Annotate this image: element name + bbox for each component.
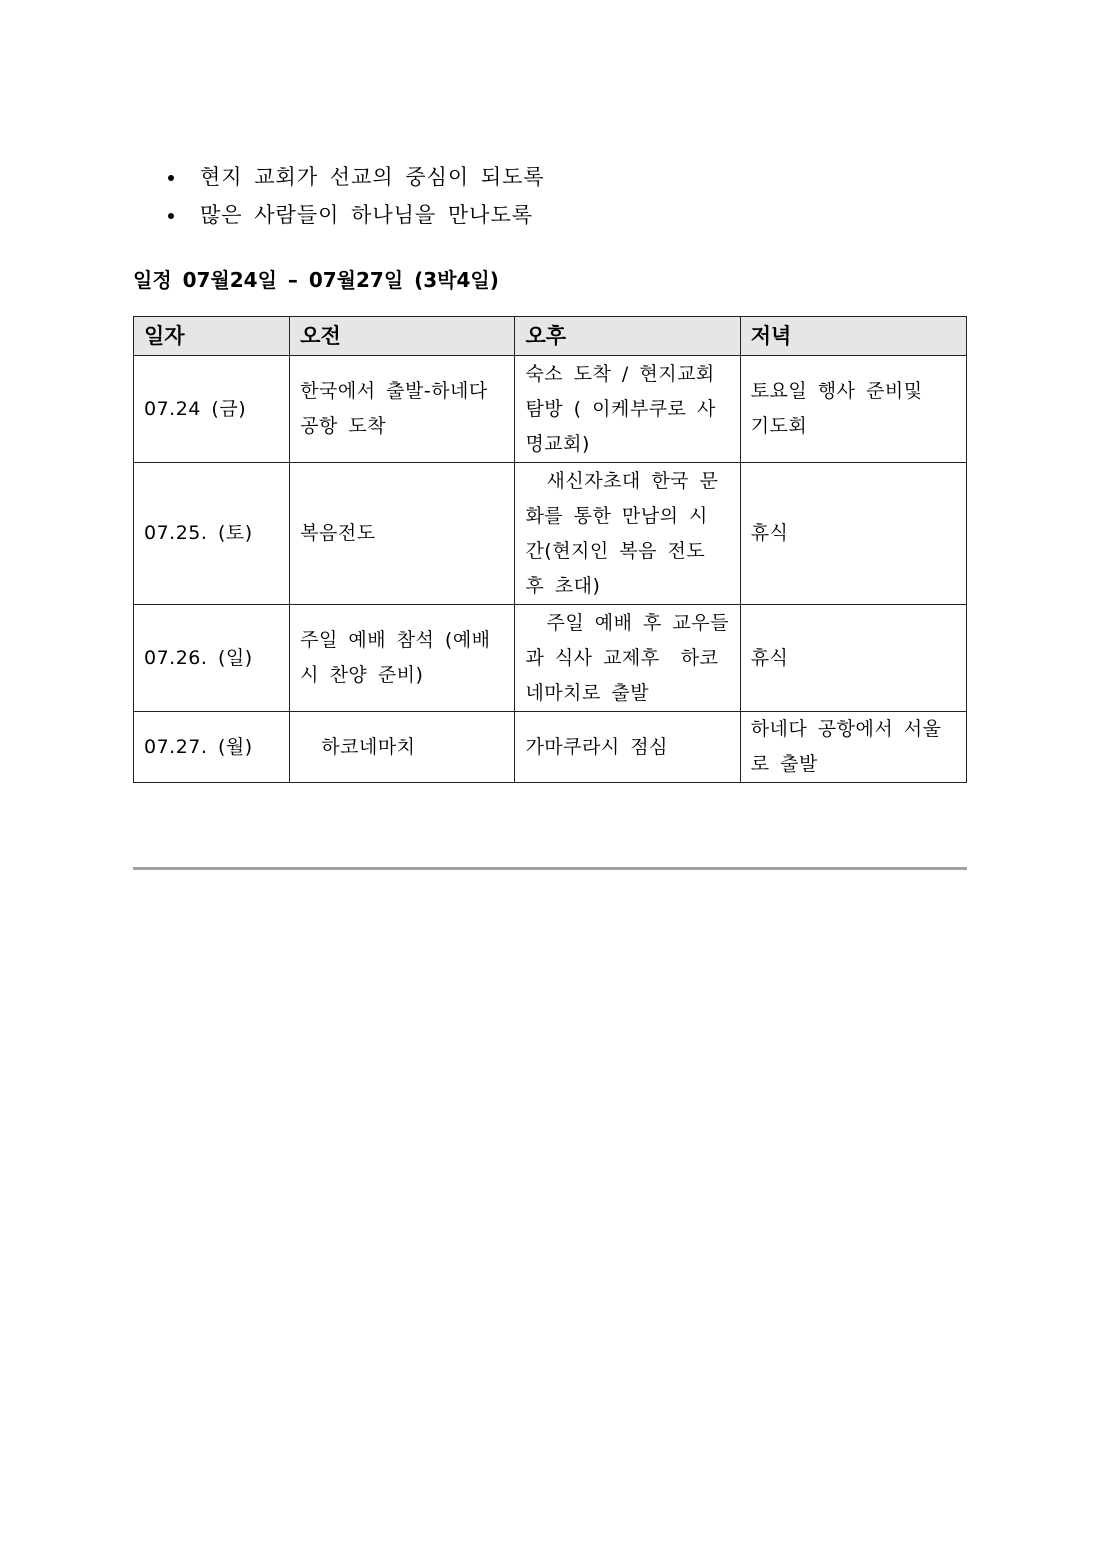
cell-morning xyxy=(290,712,515,783)
table-row xyxy=(134,463,967,605)
schedule-table xyxy=(133,316,967,783)
table-header-row xyxy=(134,317,967,356)
cell-afternoon xyxy=(515,712,740,783)
cell-line: 로 출발 xyxy=(750,753,818,775)
cell-line: 명교회) xyxy=(525,432,590,455)
bullet-text: 현지 교회가 선교의 중심이 되도록 xyxy=(200,165,545,189)
cell-line: 하코네마치 xyxy=(300,735,416,758)
bullet-item xyxy=(160,196,545,234)
bullet-item xyxy=(160,158,545,196)
bullet-dot-icon xyxy=(168,175,174,181)
cell-line: 후 초대) xyxy=(525,574,601,597)
table-row xyxy=(134,605,967,712)
cell-line: 가마쿠라시 점심 xyxy=(525,735,668,758)
cell-morning xyxy=(290,356,515,463)
cell-afternoon xyxy=(515,605,740,712)
header-evening: 저녁 xyxy=(740,317,966,356)
bullet-text: 많은 사람들이 하나님을 만나도록 xyxy=(200,203,534,227)
header-afternoon: 오후 xyxy=(515,317,740,356)
table-row xyxy=(134,356,967,463)
cell-line: 복음전도 xyxy=(300,522,376,544)
cell-line: 시 찬양 준비) xyxy=(300,664,424,686)
schedule-heading: 일정 07월24일 – 07월27일 (3박4일) xyxy=(133,268,499,292)
bullet-dot-icon xyxy=(168,213,174,219)
cell-line: 탐방 ( 이케부쿠로 사 xyxy=(525,397,716,420)
cell-line: 휴식 xyxy=(750,646,789,669)
cell-line: 화를 통한 만남의 시 xyxy=(525,504,708,527)
cell-line: 네마치로 출발 xyxy=(525,681,650,704)
goals-bullet-list xyxy=(160,158,545,234)
header-morning: 오전 xyxy=(290,317,515,356)
cell-line: 과 식사 교제후 하코 xyxy=(525,646,719,669)
cell-line: 주일 예배 후 교우들 xyxy=(525,611,729,634)
cell-line: 한국에서 출발-하네다 xyxy=(300,380,488,402)
cell-date: 07.26. (일) xyxy=(134,605,290,712)
cell-evening xyxy=(740,463,966,605)
horizontal-divider xyxy=(133,867,967,870)
cell-line: 간(현지인 복음 전도 xyxy=(525,539,706,562)
cell-line: 공항 도착 xyxy=(300,415,387,437)
cell-line: 주일 예배 참석 (예배 xyxy=(300,629,491,651)
table-row xyxy=(134,712,967,783)
cell-date: 07.24 (금) xyxy=(134,356,290,463)
cell-line: 하네다 공항에서 서울 xyxy=(750,718,942,740)
header-date: 일자 xyxy=(134,317,290,356)
cell-afternoon xyxy=(515,356,740,463)
cell-morning xyxy=(290,605,515,712)
cell-evening xyxy=(740,605,966,712)
cell-morning xyxy=(290,463,515,605)
cell-date: 07.25. (토) xyxy=(134,463,290,605)
cell-line: 토요일 행사 준비및 xyxy=(750,380,923,402)
cell-line: 기도회 xyxy=(750,415,808,437)
cell-line: 숙소 도착 / 현지교회 xyxy=(525,362,715,385)
cell-line: 새신자초대 한국 문 xyxy=(525,469,719,492)
cell-evening xyxy=(740,712,966,783)
cell-afternoon xyxy=(515,463,740,605)
cell-date: 07.27. (월) xyxy=(134,712,290,783)
cell-line: 휴식 xyxy=(750,522,789,544)
cell-evening xyxy=(740,356,966,463)
